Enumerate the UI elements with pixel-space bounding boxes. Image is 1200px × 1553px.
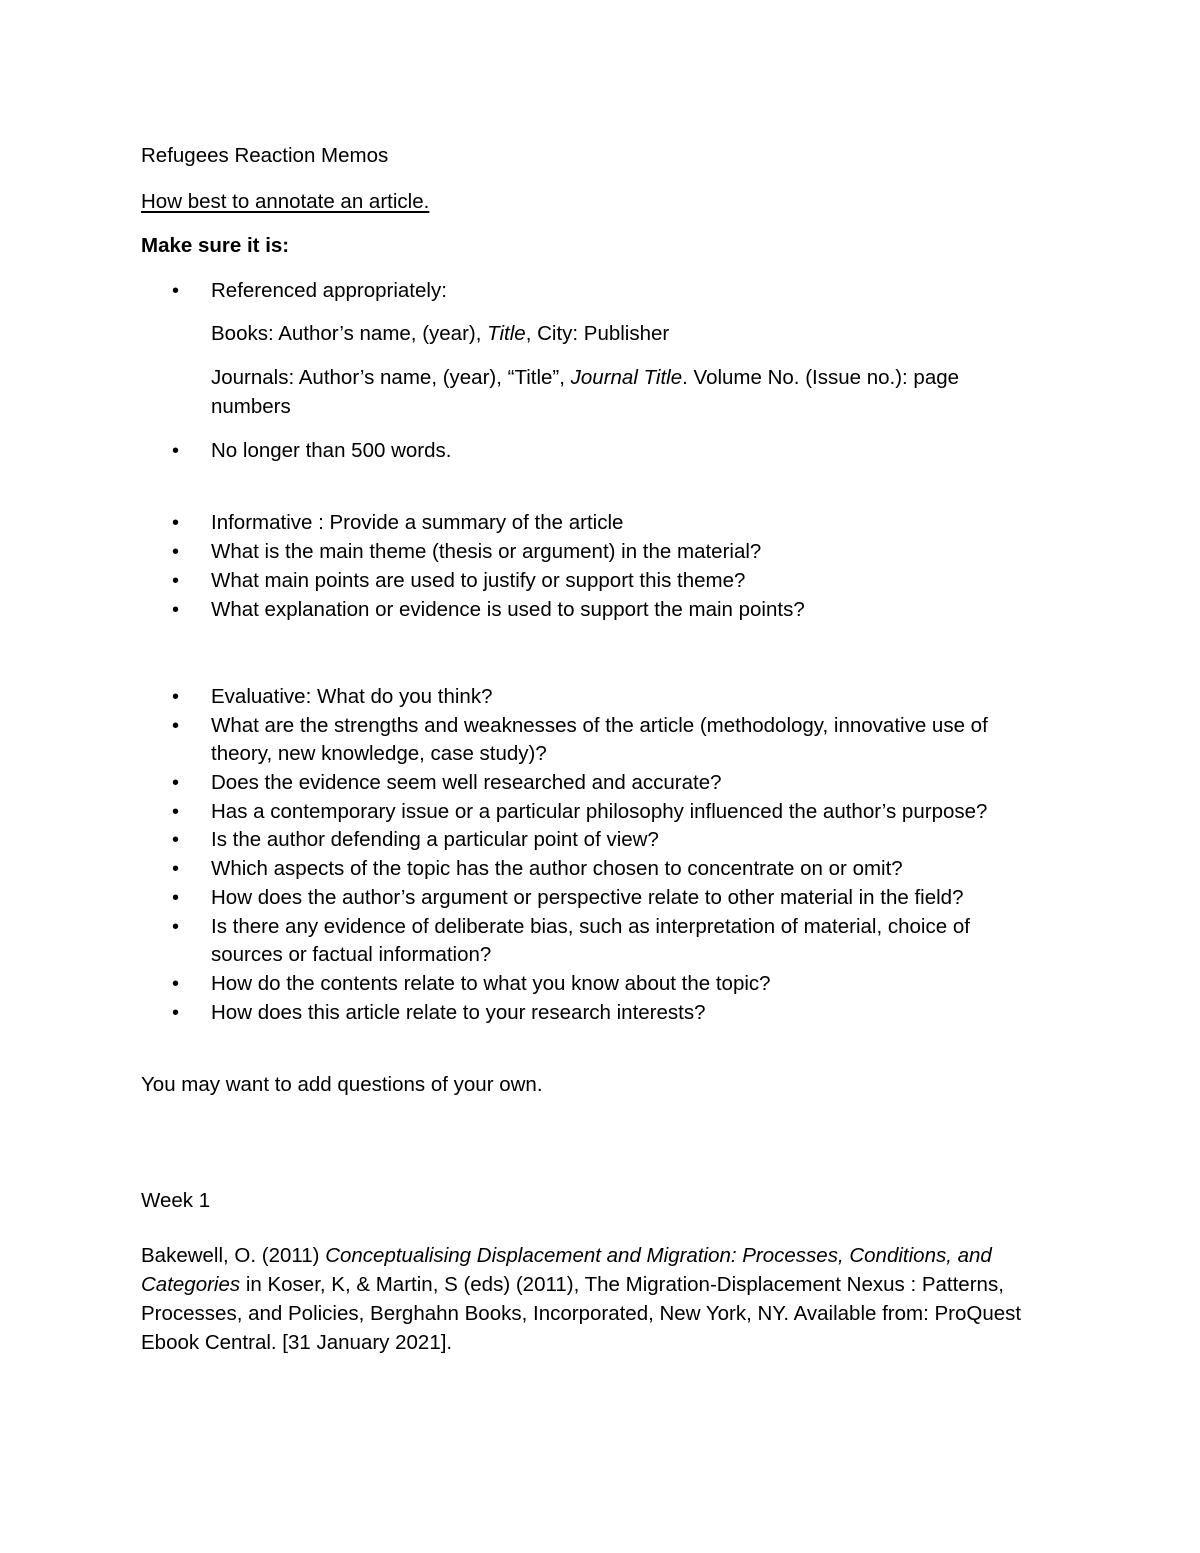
citation-line-1: Bakewell, O. (2011) Conceptualising Displacement and Migration: Processes, Conditions, and (141, 1244, 992, 1267)
evaluative-item: Is there any evidence of deliberate bias, such as interpretation of material, choice of (211, 915, 970, 938)
evaluative-item: How does the author’s argument or perspective relate to other material in the field? (211, 886, 964, 909)
ref-journals-line: Journals: Author’s name, (year), “Title”, Journal Title. Volume No. (Issue no.): page (211, 366, 960, 389)
informative-item: What main points are used to justify or support this theme? (211, 569, 746, 592)
evaluative-item: Evaluative: What do you think? (211, 685, 493, 708)
bullet-icon: • (172, 916, 180, 938)
bullet-icon: • (172, 686, 180, 708)
evaluative-item: How does this article relate to your research interests? (211, 1001, 706, 1024)
ref-books-line: Books: Author’s name, (year), Title, City: Publisher (211, 322, 670, 345)
bullet-icon: • (172, 801, 180, 823)
citation-line-2: Categories in Koser, K, & Martin, S (eds) (2011), The Migration-Displacement Nexus : Patterns, (141, 1273, 1004, 1296)
bullet-icon: • (172, 973, 180, 995)
citation-line-3: Processes, and Policies, Berghahn Books, Incorporated, New York, NY. Available from: ProQuest (141, 1302, 1022, 1325)
ref-journals-line-cont: numbers (211, 395, 291, 418)
evaluative-item: Does the evidence seem well researched and accurate? (211, 771, 722, 794)
bullet-icon: • (172, 858, 180, 880)
bullet-icon: • (172, 1002, 180, 1024)
evaluative-item: Which aspects of the topic has the author chosen to concentrate on or omit? (211, 857, 903, 880)
own-questions-note: You may want to add questions of your own. (141, 1073, 543, 1096)
bullet-icon: • (172, 715, 180, 737)
evaluative-item: Has a contemporary issue or a particular philosophy influenced the author’s purpose? (211, 800, 988, 823)
bullet-icon: • (172, 570, 180, 592)
evaluative-item: How do the contents relate to what you know about the topic? (211, 972, 771, 995)
informative-item: What is the main theme (thesis or argument) in the material? (211, 540, 762, 563)
make-sure-heading: Make sure it is: (141, 234, 290, 257)
doc-subtitle: How best to annotate an article. (141, 190, 430, 213)
bullet-icon: • (172, 599, 180, 621)
week-heading: Week 1 (141, 1189, 211, 1212)
bullet-icon: • (172, 541, 180, 563)
doc-title: Refugees Reaction Memos (141, 144, 389, 167)
bullet-icon: • (172, 829, 180, 851)
bullet-icon: • (172, 512, 180, 534)
word-limit: No longer than 500 words. (211, 439, 452, 462)
bullet-icon: • (172, 440, 180, 462)
evaluative-item-cont: sources or factual information? (211, 943, 492, 966)
evaluative-item: What are the strengths and weaknesses of the article (methodology, innovative use of (211, 714, 988, 737)
bullet-icon: • (172, 887, 180, 909)
bullet-icon: • (172, 280, 180, 302)
bullet-icon: • (172, 772, 180, 794)
informative-item: Informative : Provide a summary of the article (211, 511, 624, 534)
ref-label: Referenced appropriately: (211, 279, 447, 302)
evaluative-item-cont: theory, new knowledge, case study)? (211, 742, 547, 765)
informative-item: What explanation or evidence is used to support the main points? (211, 598, 805, 621)
citation-line-4: Ebook Central. [31 January 2021]. (141, 1331, 453, 1354)
evaluative-item: Is the author defending a particular point of view? (211, 828, 659, 851)
